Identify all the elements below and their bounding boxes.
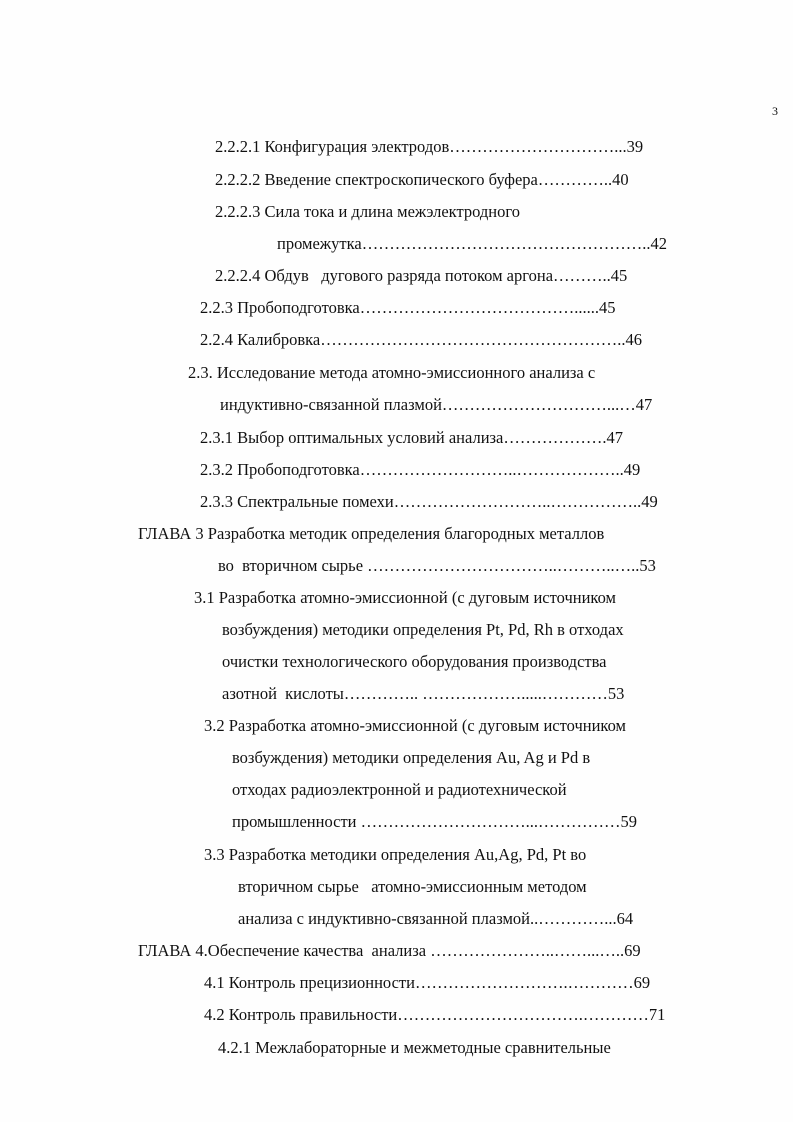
toc-line: 2.3. Исследование метода атомно-эмиссионного анализа с bbox=[188, 363, 596, 382]
toc-line: 3.1 Разработка атомно-эмиссионной (с дуговым источником bbox=[194, 588, 616, 607]
toc-line: 4.1 Контроль прецизионности……………………….…………69 bbox=[204, 973, 651, 992]
toc-line: очистки технологического оборудования производства bbox=[222, 652, 607, 671]
toc-line: вторичном сырье атомно-эмиссионным методом bbox=[238, 877, 587, 896]
toc-line: во вторичном сырье ……………………………..………..…..53 bbox=[218, 556, 656, 575]
toc-line: 2.2.4 Калибровка………………………………………………..46 bbox=[200, 330, 642, 349]
toc-line: ГЛАВА 4.Обеспечение качества анализа …………………..……...…..69 bbox=[138, 941, 641, 960]
toc-line: азотной кислоты………….. ……………….....…………53 bbox=[222, 684, 625, 703]
toc-line: 4.2.1 Межлабораторные и межметодные сравнительные bbox=[218, 1038, 611, 1057]
toc-line: ГЛАВА 3 Разработка методик определения благородных металлов bbox=[138, 524, 605, 543]
toc-line: 2.2.2.1 Конфигурация электродов…………………………...39 bbox=[215, 137, 644, 156]
toc-line: 3.3 Разработка методики определения Au,Ag, Pd, Pt во bbox=[204, 845, 587, 864]
toc-line: 4.2 Контроль правильности…………………………….…………71 bbox=[204, 1005, 666, 1024]
toc-line: промышленности …………………………...……………59 bbox=[232, 812, 637, 831]
toc-line: 2.2.2.4 Обдув дугового разряда потоком аргона………..45 bbox=[215, 266, 628, 285]
toc-line: 2.3.1 Выбор оптимальных условий анализа……………….47 bbox=[200, 428, 623, 447]
toc-line: 2.3.2 Пробоподготовка………………………..………………..49 bbox=[200, 460, 641, 479]
toc-line: возбуждения) методики определения Au, Ag и Pd в bbox=[232, 748, 591, 767]
toc-line: промежутка……………………………………………..42 bbox=[277, 234, 667, 253]
toc-line: отходах радиоэлектронной и радиотехнической bbox=[232, 780, 567, 799]
toc-line: 2.2.2.3 Сила тока и длина межэлектродного bbox=[215, 202, 520, 221]
toc-line: 2.3.3 Спектральные помехи………………………..……………..49 bbox=[200, 492, 658, 511]
page-number: 3 bbox=[772, 104, 778, 118]
toc-line: 2.2.3 Пробоподготовка…………………………………......45 bbox=[200, 298, 616, 317]
toc-line: анализа с индуктивно-связанной плазмой..…………...64 bbox=[238, 909, 634, 928]
toc-line: индуктивно-связанной плазмой…………………………...…47 bbox=[220, 395, 653, 414]
toc-line: 2.2.2.2 Введение спектроскопического буфера…………..40 bbox=[215, 170, 629, 189]
toc-line: возбуждения) методики определения Pt, Pd, Rh в отходах bbox=[222, 620, 624, 639]
toc-line: 3.2 Разработка атомно-эмиссионной (с дуговым источником bbox=[204, 716, 626, 735]
